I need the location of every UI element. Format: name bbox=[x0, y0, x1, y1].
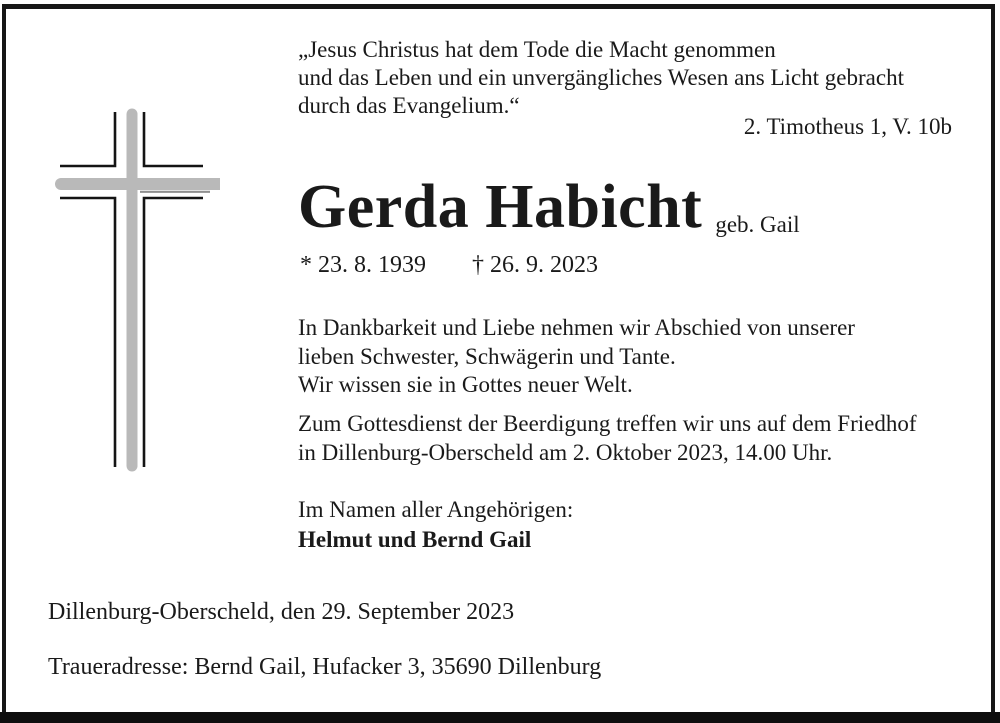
quote-attribution: 2. Timotheus 1, V. 10b bbox=[743, 114, 952, 139]
cross-outline-upper-left bbox=[60, 112, 115, 166]
quote-line: und das Leben und ein unvergängliches Wesen ans Licht gebracht bbox=[298, 65, 904, 90]
cross-outline-lower-right bbox=[144, 198, 203, 467]
cross-emblem bbox=[40, 100, 220, 485]
cross-outline-upper-right bbox=[144, 112, 203, 166]
farewell-line: In Dankbarkeit und Liebe nehmen wir Abschied von unserer bbox=[298, 315, 855, 340]
service-paragraph bbox=[298, 410, 917, 467]
closing-label: Im Namen aller Angehörigen: bbox=[298, 497, 574, 522]
dagger-symbol: † bbox=[472, 252, 484, 278]
quote-line: durch das Evangelium.“ bbox=[298, 93, 520, 118]
service-line: Zum Gottesdienst der Beerdigung treffen wir uns auf dem Friedhof bbox=[298, 411, 917, 436]
life-dates bbox=[300, 252, 598, 279]
birth-date-group bbox=[300, 252, 426, 278]
latin-cross-icon bbox=[40, 100, 220, 485]
deceased-name-row bbox=[298, 174, 800, 240]
death-date: 26. 9. 2023 bbox=[490, 252, 598, 278]
quote-line: „Jesus Christus hat dem Tode die Macht genommen bbox=[298, 37, 776, 62]
farewell-paragraph bbox=[298, 314, 855, 400]
service-line: in Dillenburg-Oberscheld am 2. Oktober 2023, 14.00 Uhr. bbox=[298, 439, 833, 465]
deceased-name: Gerda Habicht bbox=[298, 173, 703, 241]
scripture-quote bbox=[298, 36, 958, 120]
farewell-line: lieben Schwester, Schwägerin und Tante. bbox=[298, 343, 676, 369]
farewell-line: Wir wissen sie in Gottes neuer Welt. bbox=[298, 372, 633, 397]
notice-frame-bottom bbox=[0, 712, 1000, 723]
mourners-names: Helmut und Bernd Gail bbox=[298, 527, 532, 552]
born-symbol: * bbox=[300, 252, 312, 278]
cross-outline-lower-left bbox=[60, 198, 115, 467]
mourning-address: Traueradresse: Bernd Gail, Hufacker 3, 35690 Dillenburg bbox=[48, 654, 602, 680]
death-date-group bbox=[472, 252, 598, 278]
place-and-date: Dillenburg-Oberscheld, den 29. September 2023 bbox=[48, 599, 515, 625]
maiden-name: geb. Gail bbox=[715, 212, 800, 237]
birth-date: 23. 8. 1939 bbox=[318, 252, 426, 278]
